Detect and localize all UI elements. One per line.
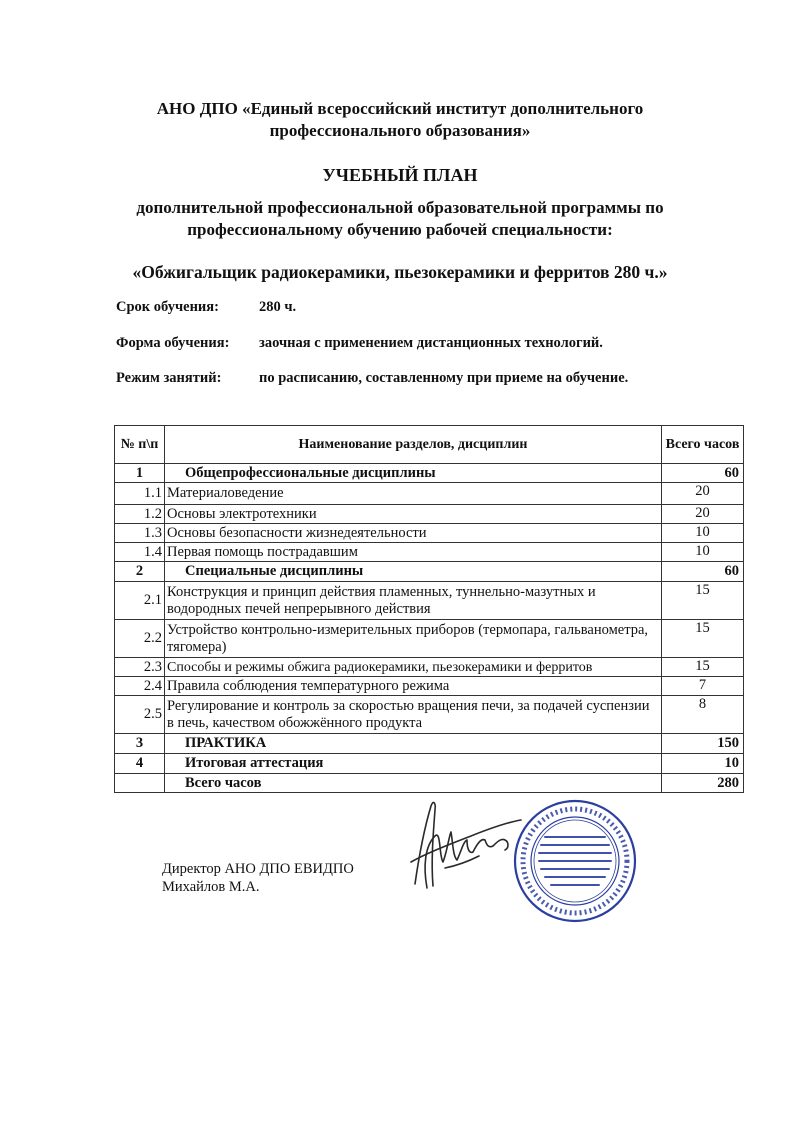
header-num: № п\п [115, 426, 165, 464]
row-name: Конструкция и принцип действия пламенных, туннельно-мазутных и водородных печей непрерывного действия [165, 582, 662, 620]
header-hours: Всего часов [662, 426, 744, 464]
row-num: 2.4 [115, 677, 165, 696]
institute-name [0, 98, 800, 142]
subtitle-line2: профессиональному обучению рабочей специальности: [187, 220, 613, 239]
row-hours: 8 [662, 696, 744, 734]
total-hours: 280 [662, 774, 744, 793]
row-num: 1.3 [115, 524, 165, 543]
organization-stamp [512, 798, 638, 924]
row-num: 1.4 [115, 543, 165, 562]
director-position: Директор АНО ДПО ЕВИДПО [162, 861, 354, 877]
row-num: 1 [115, 464, 165, 483]
row-hours: 20 [662, 483, 744, 505]
table-row [115, 734, 744, 754]
table-row [115, 677, 744, 696]
row-hours: 10 [662, 524, 744, 543]
document-subtitle [0, 197, 800, 241]
row-num: 2.1 [115, 582, 165, 620]
table-row [115, 658, 744, 677]
duration-value: 280 ч. [259, 299, 297, 315]
row-name: Регулирование и контроль за скоростью вращения печи, за подачей суспензии в печь, качеством обожжённого продукта [165, 696, 662, 734]
table-row [115, 620, 744, 658]
row-num: 2.5 [115, 696, 165, 734]
row-num: 1.2 [115, 505, 165, 524]
curriculum-table [114, 425, 744, 793]
table-row [115, 696, 744, 734]
row-hours: 60 [662, 562, 744, 582]
total-num-empty [115, 774, 165, 793]
director-name: Михайлов М.А. [162, 879, 260, 895]
table-row [115, 524, 744, 543]
row-hours: 150 [662, 734, 744, 754]
institute-name-line2: профессионального образования» [269, 121, 531, 140]
row-name: Материаловедение [165, 483, 662, 505]
subtitle-line1: дополнительной профессиональной образовательной программы по [136, 198, 664, 217]
row-num: 2 [115, 562, 165, 582]
row-hours: 15 [662, 620, 744, 658]
table-row [115, 464, 744, 483]
table-row [115, 754, 744, 774]
row-name: Основы безопасности жизнедеятельности [165, 524, 662, 543]
table-row [115, 543, 744, 562]
row-name: ПРАКТИКА [165, 734, 662, 754]
director-signature [405, 796, 525, 896]
header-name: Наименование разделов, дисциплин [165, 426, 662, 464]
row-hours: 10 [662, 543, 744, 562]
table-row [115, 505, 744, 524]
total-label: Всего часов [165, 774, 662, 793]
row-hours: 10 [662, 754, 744, 774]
row-name: Специальные дисциплины [165, 562, 662, 582]
table-row [115, 582, 744, 620]
row-hours: 15 [662, 582, 744, 620]
form-value: заочная с применением дистанционных технологий. [259, 335, 603, 351]
duration-label: Срок обучения: [116, 299, 219, 315]
row-name: Общепрофессиональные дисциплины [165, 464, 662, 483]
stamp-text-marks [538, 836, 612, 886]
table-total-row [115, 774, 744, 793]
schedule-label: Режим занятий: [116, 370, 222, 386]
signature-stroke [425, 832, 508, 888]
table-row [115, 562, 744, 582]
schedule-value: по расписанию, составленному при приеме на обучение. [259, 370, 629, 386]
row-hours: 20 [662, 505, 744, 524]
row-name: Первая помощь пострадавшим [165, 543, 662, 562]
row-num: 2.3 [115, 658, 165, 677]
document-title: УЧЕБНЫЙ ПЛАН [322, 165, 478, 185]
row-num: 3 [115, 734, 165, 754]
row-num: 2.2 [115, 620, 165, 658]
row-name: Основы электротехники [165, 505, 662, 524]
row-num: 1.1 [115, 483, 165, 505]
row-hours: 15 [662, 658, 744, 677]
row-name: Правила соблюдения температурного режима [165, 677, 662, 696]
row-name: Способы и режимы обжига радиокерамики, пьезокерамики и ферритов [165, 658, 662, 677]
row-name: Устройство контрольно-измерительных приборов (термопара, гальванометра, тягомера) [165, 620, 662, 658]
row-name: Итоговая аттестация [165, 754, 662, 774]
form-label: Форма обучения: [116, 335, 230, 351]
row-hours: 60 [662, 464, 744, 483]
row-hours: 7 [662, 677, 744, 696]
signature-stroke [445, 856, 479, 868]
table-row [115, 483, 744, 505]
table-header-row [115, 426, 744, 464]
institute-name-line1: АНО ДПО «Единый всероссийский институт дополнительного [156, 99, 644, 118]
program-name: «Обжигальщик радиокерамики, пьезокерамики и ферритов 280 ч.» [132, 262, 668, 282]
row-num: 4 [115, 754, 165, 774]
director-block [162, 860, 354, 896]
